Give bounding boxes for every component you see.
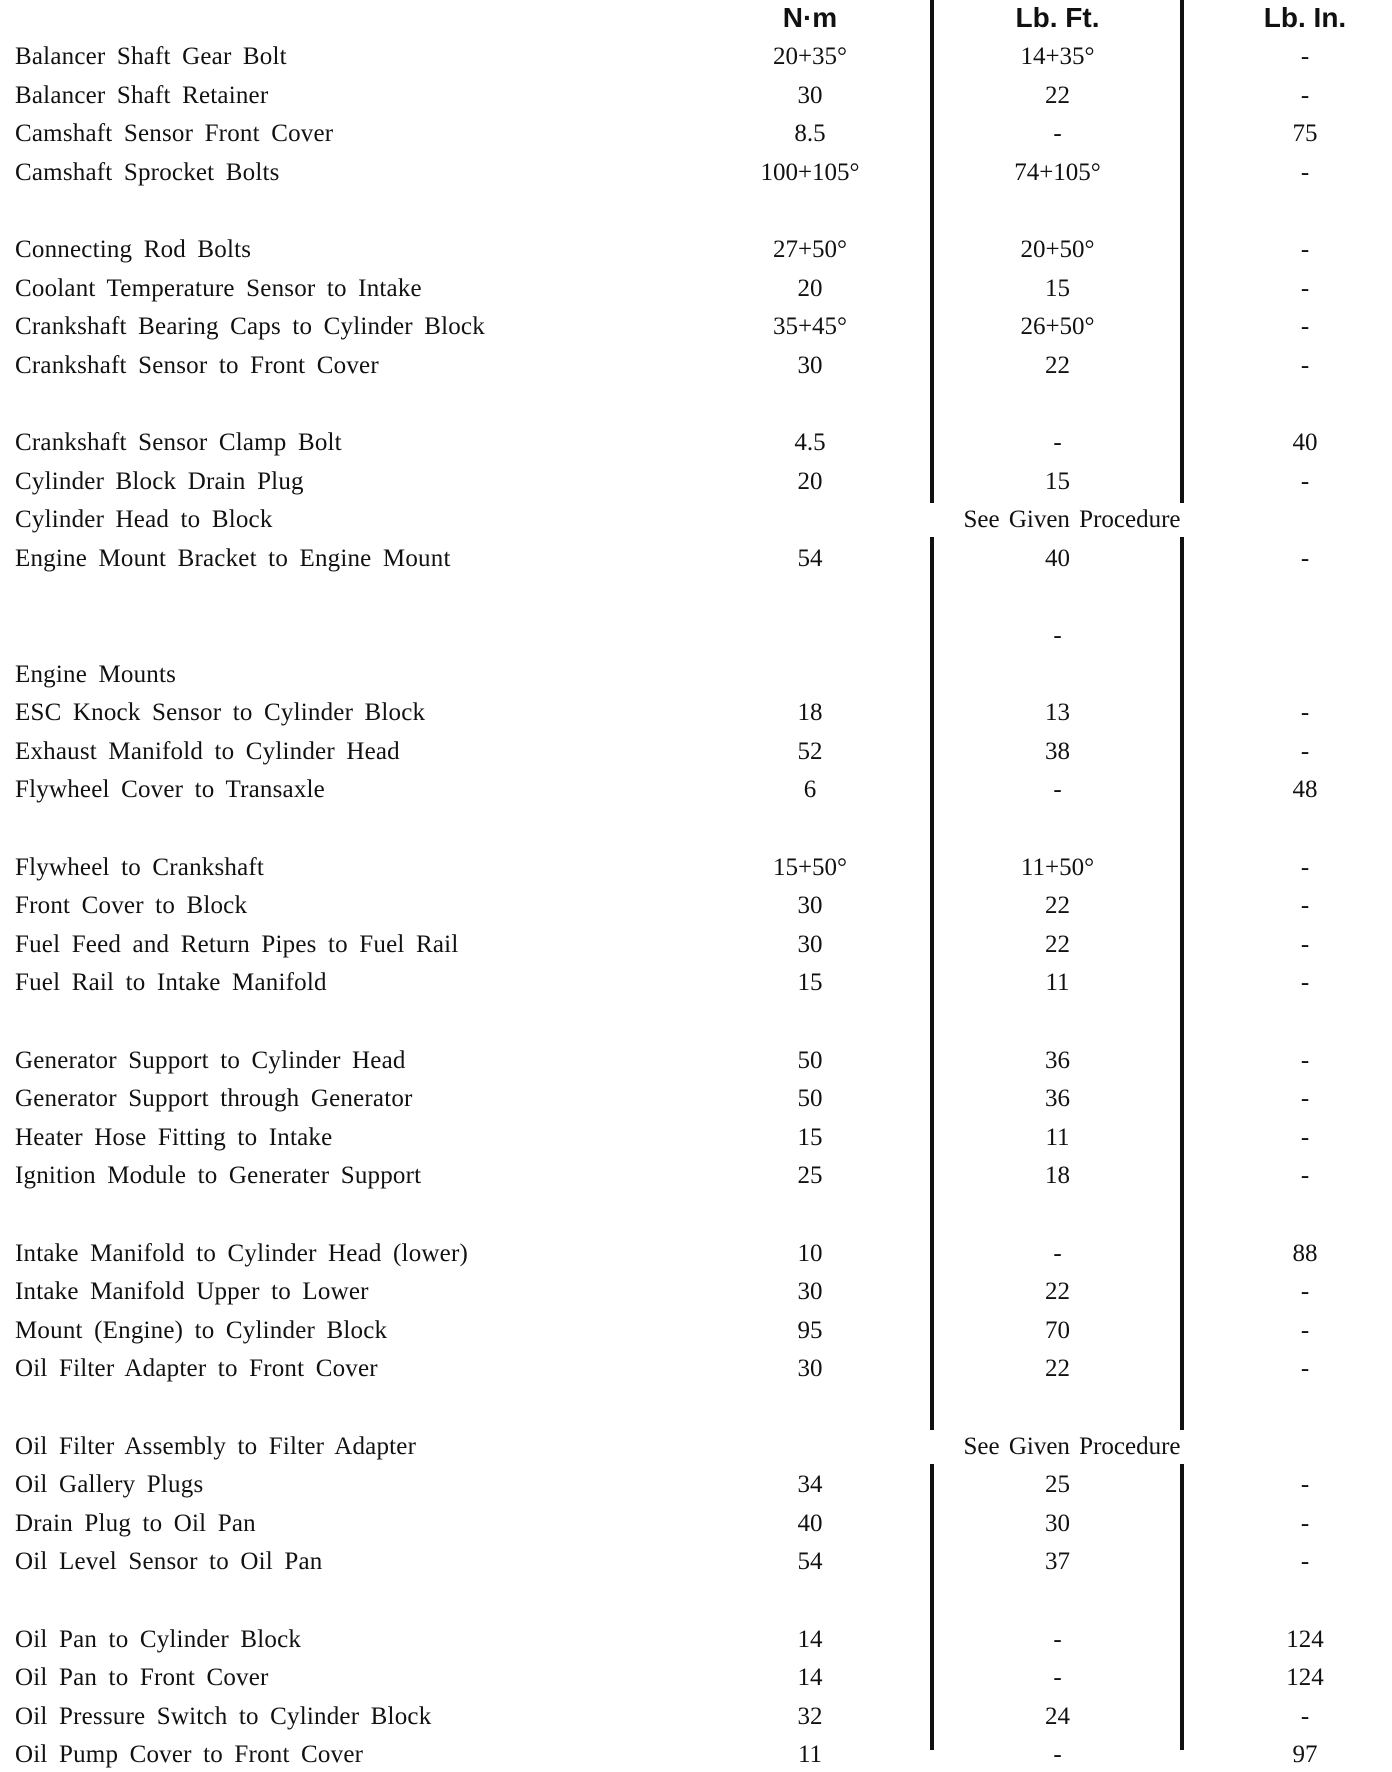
header-nm: N·m [782,2,838,33]
table-row [0,696,1392,730]
row-value-lbin: - [1300,931,1310,958]
row-value-lbin: - [1300,159,1310,186]
row-value-nm: 30 [797,1355,823,1382]
row-value-lbft: 15 [1045,468,1070,495]
table-row [0,1352,1392,1386]
table-row [0,928,1392,962]
table-row [0,156,1392,190]
row-description: Balancer Shaft Gear Bolt [15,43,287,70]
row-value-lbin [1225,658,1385,692]
row-description: Balancer Shaft Retainer [15,82,269,109]
row-value-lbin: - [1300,1124,1310,1151]
row-description: Ignition Module to Generater Support [15,1162,422,1189]
table-row [0,426,1392,460]
row-description: Oil Filter Assembly to Filter Adapter [15,1433,417,1460]
row-value-lbin: 48 [1292,776,1318,803]
row-value-lbin: - [1300,969,1310,996]
row-description: Oil Pressure Switch to Cylinder Block [15,1703,432,1730]
row-value-nm: 15 [797,1124,823,1151]
row-value-lbft: - [1053,1626,1062,1653]
row-value-lbin: - [1300,1047,1310,1074]
row-value-lbft: 74+105° [1014,159,1101,186]
table-row [0,1430,1392,1464]
row-value-lbin: - [1300,82,1310,109]
row-value-lbft: 26+50° [1020,313,1095,340]
row-value-lbft: - [1053,429,1062,456]
row-value-lbin: - [1300,1278,1310,1305]
row-value-nm: 8.5 [794,120,826,147]
row-description: Crankshaft Sensor Clamp Bolt [15,429,342,456]
row-description: Engine Mounts [15,661,177,688]
row-value-lbft: 11+50° [1020,854,1095,881]
row-value-lbin: - [1300,699,1310,726]
row-value-lbft: 30 [1045,1510,1070,1537]
table-row [0,619,1392,653]
row-value-nm: 11 [797,1741,823,1768]
row-value-lbin: 88 [1292,1240,1318,1267]
row-value-lbft [965,658,1150,692]
row-value-nm: 20 [797,275,823,302]
row-value-nm: 52 [797,738,823,765]
row-value-nm: 27+50° [772,236,848,263]
row-value-nm: 30 [797,352,823,379]
row-value-lbin: - [1300,352,1310,379]
row-value-lbft: 70 [1045,1317,1070,1344]
row-value-lbin: - [1300,545,1310,572]
table-row [0,349,1392,383]
table-row [0,272,1392,306]
row-value-nm: 100+105° [760,159,860,186]
row-value-lbin: - [1300,1548,1310,1575]
table-row [0,1700,1392,1734]
row-value-lbft: 13 [1045,699,1070,726]
row-value-lbft: 36 [1045,1085,1070,1112]
row-description: Cylinder Block Drain Plug [15,468,304,495]
row-description: Oil Gallery Plugs [15,1471,204,1498]
header-lbft: Lb. Ft. [1015,2,1100,33]
row-description: Crankshaft Sensor to Front Cover [15,352,379,379]
table-row [0,1121,1392,1155]
row-value-lbin: - [1300,892,1310,919]
table-row [0,310,1392,344]
row-procedure-note: See Given Procedure [912,503,1232,537]
row-value-lbin: 40 [1292,429,1318,456]
row-value-nm [720,658,900,692]
row-value-lbin: - [1300,1471,1310,1498]
row-description: Front Cover to Block [15,892,248,919]
row-value-lbin: - [1300,1703,1310,1730]
row-description: Intake Manifold Upper to Lower [15,1278,369,1305]
row-value-lbft: 15 [1045,275,1070,302]
row-value-nm: 4.5 [794,429,826,456]
row-value-lbft: 37 [1045,1548,1070,1575]
row-value-nm: 50 [797,1085,823,1112]
row-value-lbft: 22 [1045,931,1070,958]
row-value-nm: 34 [797,1471,823,1498]
row-value-lbft: 24 [1045,1703,1070,1730]
table-row [0,773,1392,807]
row-value-nm: 20 [797,468,823,495]
table-row [0,658,1392,692]
row-description: Oil Pump Cover to Front Cover [15,1741,364,1768]
row-value-lbin: - [1300,275,1310,302]
row-value-nm: 54 [797,545,823,572]
table-row [0,1507,1392,1541]
row-value-lbft: - [1053,776,1062,803]
row-value-lbin: - [1300,236,1310,263]
table-row [0,1275,1392,1309]
row-value-lbin: - [1300,1162,1310,1189]
row-description: Engine Mount Bracket to Engine Mount [15,545,451,572]
row-value-nm: 35+45° [772,313,848,340]
row-description: Intake Manifold to Cylinder Head (lower) [15,1240,469,1267]
row-description: Generator Support to Cylinder Head [15,1047,406,1074]
row-value-lbin: - [1300,1510,1310,1537]
row-value-nm: 18 [797,699,823,726]
row-description: Coolant Temperature Sensor to Intake [15,275,422,302]
row-description: Camshaft Sprocket Bolts [15,159,280,186]
row-description: Generator Support through Generator [15,1085,413,1112]
row-description: Drain Plug to Oil Pan [15,1510,256,1537]
table-row [0,1082,1392,1116]
row-value-nm: 50 [797,1047,823,1074]
row-description: Heater Hose Fitting to Intake [15,1124,333,1151]
row-value-lbin [1225,619,1385,653]
row-description: Connecting Rod Bolts [15,236,252,263]
row-value-lbft: 20+50° [1020,236,1095,263]
row-value-nm: 32 [797,1703,823,1730]
table-row [0,889,1392,923]
table-row [0,1237,1392,1271]
row-value-nm: 15 [797,969,823,996]
row-description: Oil Pan to Cylinder Block [15,1626,302,1653]
row-value-nm: 25 [797,1162,823,1189]
table-row [0,117,1392,151]
table-row [0,542,1392,576]
table-row [0,1314,1392,1348]
row-description: Cylinder Head to Block [15,506,273,533]
table-row [0,1738,1392,1772]
row-description: Oil Pan to Front Cover [15,1664,269,1691]
table-row [0,40,1392,74]
row-value-nm: 30 [797,82,823,109]
row-value-lbft: 40 [1045,545,1070,572]
row-value-lbft: - [1053,1240,1062,1267]
row-value-nm: 6 [803,776,817,803]
row-value-lbft: 22 [1045,1355,1070,1382]
row-description: Exhaust Manifold to Cylinder Head [15,738,400,765]
row-value-lbin: - [1300,738,1310,765]
table-row [0,851,1392,885]
row-value-lbft: 11 [1045,1124,1070,1151]
table-row [0,735,1392,769]
row-description: Fuel Rail to Intake Manifold [15,969,327,996]
row-description: Oil Filter Adapter to Front Cover [15,1355,378,1382]
row-value-nm: 30 [797,1278,823,1305]
row-value-lbft: 22 [1045,1278,1070,1305]
row-value-lbin: - [1300,313,1310,340]
table-row [0,1468,1392,1502]
row-value-nm: 30 [797,931,823,958]
row-value-lbin: - [1300,1317,1310,1344]
row-value-lbft: 22 [1045,82,1070,109]
table-row [0,966,1392,1000]
row-value-lbft: 38 [1045,738,1070,765]
table-row [0,1661,1392,1695]
row-value-lbin: 97 [1292,1741,1318,1768]
row-description: Flywheel to Crankshaft [15,854,265,881]
row-value-nm: 10 [797,1240,823,1267]
row-value-lbft: - [1053,622,1062,649]
row-value-lbft: 36 [1045,1047,1070,1074]
row-value-nm: 15+50° [772,854,848,881]
table-row [0,1623,1392,1657]
row-value-lbft: 22 [1045,352,1070,379]
row-procedure-note: See Given Procedure [912,1430,1232,1464]
row-value-lbin: 124 [1286,1626,1324,1653]
row-value-lbft: 22 [1045,892,1070,919]
row-value-nm: 20+35° [772,43,848,70]
row-value-lbin: 75 [1292,120,1318,147]
row-value-lbft: - [1053,1741,1062,1768]
row-description: Flywheel Cover to Transaxle [15,776,325,803]
row-value-lbft: 25 [1045,1471,1070,1498]
row-value-lbin: 124 [1286,1664,1324,1691]
row-description: ESC Knock Sensor to Cylinder Block [15,699,426,726]
header-lbin: Lb. In. [1263,2,1347,33]
row-value-lbin: - [1300,43,1310,70]
row-value-nm [720,619,900,653]
row-value-lbin: - [1300,1355,1310,1382]
row-value-nm: 14 [797,1664,823,1691]
row-value-lbin: - [1300,854,1310,881]
table-row [0,503,1392,537]
table-row [0,1044,1392,1078]
row-value-nm: 54 [797,1548,823,1575]
row-description: Mount (Engine) to Cylinder Block [15,1317,388,1344]
table-row [0,1159,1392,1193]
row-value-nm: 40 [797,1510,823,1537]
row-value-lbft: - [1053,1664,1062,1691]
row-value-lbft: - [1053,120,1062,147]
row-description: Oil Level Sensor to Oil Pan [15,1548,323,1575]
table-row [0,79,1392,113]
row-value-lbft: 18 [1045,1162,1070,1189]
row-value-lbft: 11 [1045,969,1070,996]
row-value-lbin: - [1300,1085,1310,1112]
table-row [0,233,1392,267]
row-description: Crankshaft Bearing Caps to Cylinder Block [15,313,485,340]
table-row [0,465,1392,499]
row-description: Fuel Feed and Return Pipes to Fuel Rail [15,931,459,958]
row-value-nm: 30 [797,892,823,919]
row-value-nm: 14 [797,1626,823,1653]
row-value-nm: 95 [797,1317,823,1344]
table-row [0,1545,1392,1579]
row-value-lbft: 14+35° [1020,43,1095,70]
row-value-lbin: - [1300,468,1310,495]
row-description: Camshaft Sensor Front Cover [15,120,334,147]
